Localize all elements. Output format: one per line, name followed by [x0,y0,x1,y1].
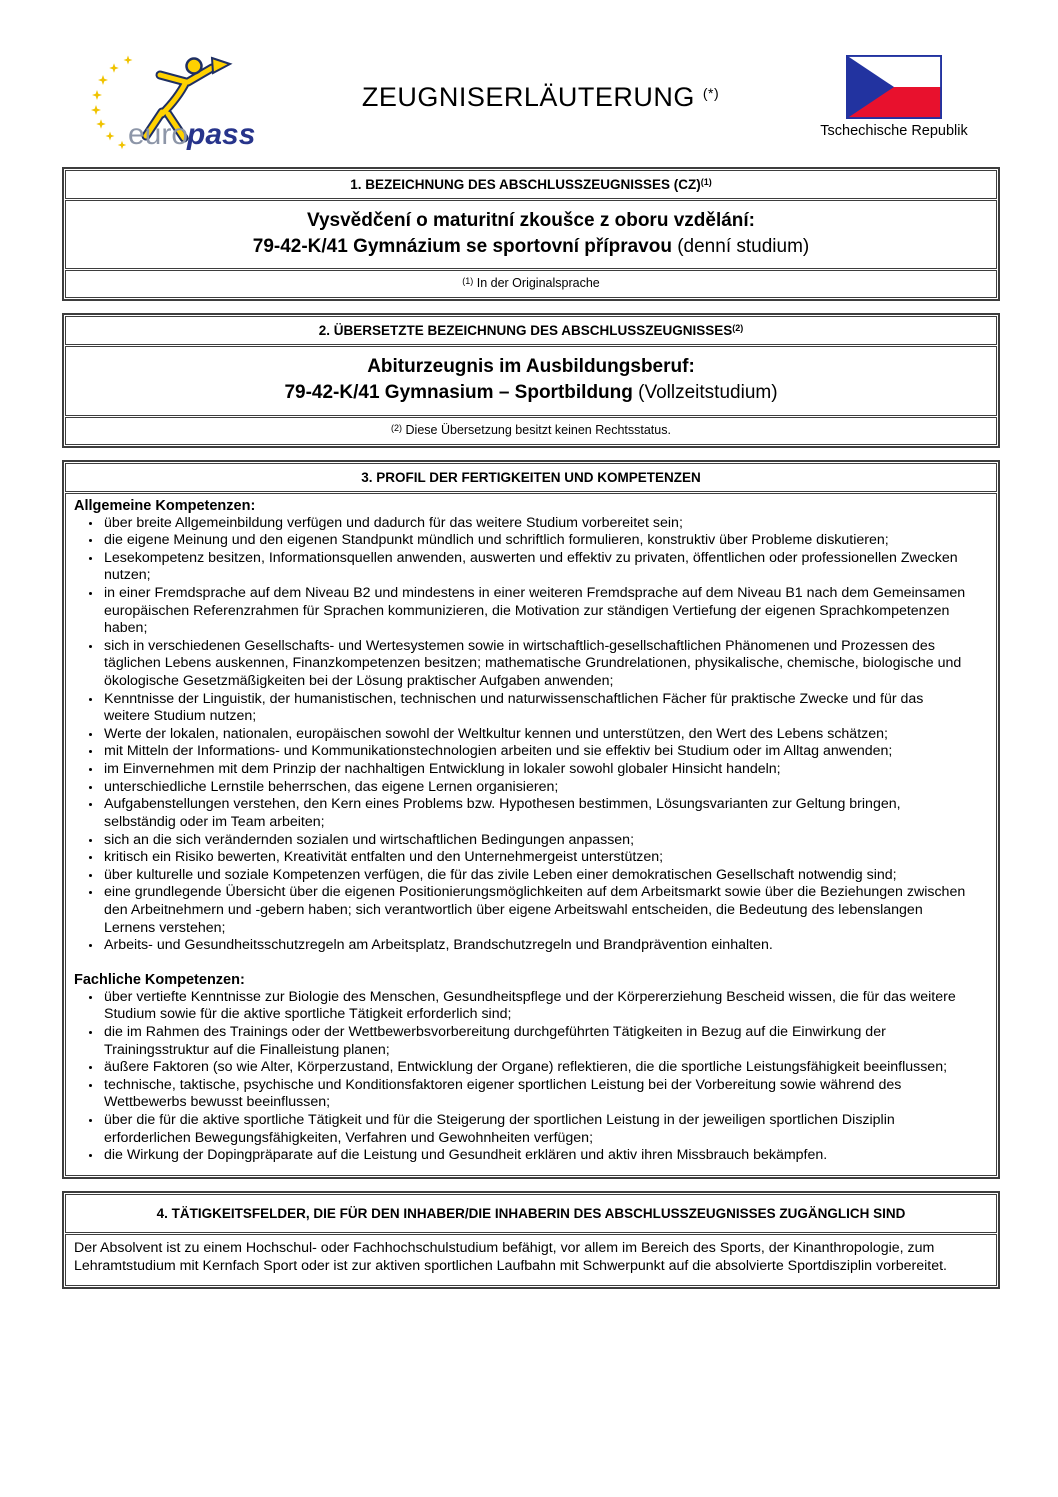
general-competencies-heading: Allgemeine Kompetenzen: [74,497,256,514]
logo-text-euro: euro [128,118,189,151]
competency-item: • äußere Faktoren (so wie Alter, Körperzustand, Entwicklung der Organe) reflektieren, die die sportliche Leistungsfähigkeit beeinflussen; [102,1059,972,1077]
section-2-header [65,316,997,345]
title-footnote-mark: (*) [702,85,720,101]
footnote-1-text: In der Originalsprache [476,276,600,291]
competency-item: • die im Rahmen des Trainings oder der Wettbewerbsvorbereitung durchgeführten Tätigkeiten in Bezug auf die Einwirkung der Trainingsstruktur auf die Finalleistung planen; [102,1024,972,1059]
europass-logo-icon [88,52,263,152]
certificate-code-translated: 79-42-K/41 Gymnasium – Sportbildung [284,381,633,403]
section-2-header-text: 2. ÜBERSETZTE BEZEICHNUNG DES ABSCHLUSSZEUGNISSES [318,323,733,339]
certificate-title-translated-line1: Abiturzeugnis im Ausbildungsberuf: [367,356,695,378]
page-banner [62,52,1000,157]
competency-item: • im Einvernehmen mit dem Prinzip der nachhaltigen Entwicklung in lokaler sowohl globaler Hinsicht handeln; [102,761,972,779]
competency-item: • eine grundlegende Übersicht über die eigenen Positionierungsmöglichkeiten auf dem Arbeitsmarkt sowie über die Beziehungen zwischen den Arbeitnehmern und -gebern haben; sich verantwortlich über eigene Arbeitswahl entscheiden, die Bedeutung des lebenslangen Lernens verstehen; [102,884,972,937]
section-3-body [65,493,997,1176]
competency-item: • Aufgabenstellungen verstehen, den Kern eines Problems bzw. Hypothesen bestimmen, Lösungsvarianten zur Geltung bringen, selbständig oder im Team arbeiten; [102,796,972,831]
study-form-original: (denní studium) [677,235,810,257]
competency-item: • Arbeits- und Gesundheitsschutzregeln am Arbeitsplatz, Brandschutzregeln und Brandprävention einhalten. [102,937,972,955]
section-3-header-text: 3. PROFIL DER FERTIGKEITEN UND KOMPETENZEN [361,469,701,485]
section-1-footnote-row [65,270,997,298]
competency-item: • sich in verschiedenen Gesellschafts- und Wertesystemen sowie in wirtschaftlich-gesellschaftlichen Phänomenen und Prozessen des täglichen Lebens auskennen, Finanzkompetenzen besitzen; mathematische Grundrelationen, physikalische, chemische, biologische und ökologische Gesetzmäßigkeiten bei der Lösung praktischer Aufgaben anwenden; [102,638,972,691]
section-4-header-text: 4. TÄTIGKEITSFELDER, DIE FÜR DEN INHABER/DIE INHABERIN DES ABSCHLUSSZEUGNISSES ZUGÄNGLICH SIND [156,1205,906,1221]
certificate-title-original-line2 [72,234,990,260]
country-block [788,55,1000,139]
certificate-title-original-line1: Vysvědčení o maturitní zkoušce z oboru vzdělání: [306,210,755,231]
competency-item: • über breite Allgemeinbildung verfügen und dadurch für das weitere Studium vorbereitet sein; [102,515,972,533]
competency-item: • Werte der lokalen, nationalen, europäischen sowohl der Weltkultur kennen und unterstützen, den Wert des Lebens schätzen; [102,726,972,744]
section-2-footnote-row [65,417,997,445]
competency-item: • kritisch ein Risiko bewerten, Kreativität entfalten und den Unternehmergeist unterstützen; [102,849,972,867]
page-title: ZEUGNISERLÄUTERUNG (*) [361,82,720,112]
country-label: Tschechische Republik [820,123,968,139]
competency-item: • sich an die sich verändernden sozialen und wirtschaftlichen Bedingungen anpassen; [102,832,972,850]
section-4-header [65,1194,997,1233]
competency-item: • mit Mitteln der Informations- und Kommunikationstechnologien arbeiten und sie effektiv bei Studium oder im Alltag anwenden; [102,743,972,761]
section-2-title-row [65,346,997,415]
competency-item: • über die für die aktive sportliche Tätigkeit und für die Steigerung der sportlichen Leistung in der jeweiligen sportlichen Disziplin erforderlichen Bewegungsfähigkeiten, Verfahren und Gewohnheiten verfügen; [102,1112,972,1147]
competency-item: • Lesekompetenz besitzen, Informationsquellen anwenden, auswerten und effektiv zu privaten, öffentlichen oder professionellen Zwecken nutzen; [102,550,972,585]
europass-logo [62,52,293,157]
certificate-title-translated-line2 [72,380,990,406]
section-3-header [65,463,997,492]
certificate-code-original: 79-42-K/41 Gymnázium se sportovní přípravou [252,235,672,257]
footnote-2-mark: (2) [391,422,403,433]
section-4 [62,1191,1000,1289]
czech-flag-icon [846,55,942,119]
specialist-competencies-heading: Fachliche Kompetenzen: [74,971,245,988]
competency-item: • die eigene Meinung und den eigenen Standpunkt mündlich und schriftlich formulieren, konstruktiv über Probleme diskutieren; [102,532,972,550]
star-arc-icon [91,56,133,150]
competency-item: • in einer Fremdsprache auf dem Niveau B2 und mindestens in einer weiteren Fremdsprache auf dem Niveau B1 nach dem Gemeinsamen europäischen Referenzrahmen für Sprachen kommunizieren, die Motivation zur ständigen Vertiefung der eigenen Sprachkompetenzen haben; [102,585,972,638]
section-1 [62,167,1000,301]
logo-text-pass: pass [187,118,256,151]
section-4-body: Der Absolvent ist zu einem Hochschul- oder Fachhochschulstudium befähigt, vor allem im Bereich des Sports, der Kinanthropologie, zum Lehramtstudium mit Kernfach Sport oder ist zur aktiven sportlichen Laufbahn mit Schwerpunkt auf die absolvierte Sportdisziplin vorbereitet. [65,1234,997,1286]
study-form-translated: (Vollzeitstudium) [638,381,778,403]
section-2-header-sup: (2) [732,323,744,334]
section-1-title-row [65,200,997,269]
competency-item: • unterschiedliche Lernstile beherrschen, das eigene Lernen organisieren; [102,779,972,797]
section-2 [62,313,1000,447]
competency-item: • technische, taktische, psychische und Konditionsfaktoren eigener sportlichen Leistung bei der Vorbereitung sowie während des Wettbewerbs bewusst beeinflussen; [102,1077,972,1112]
footnote-2-text: Diese Übersetzung besitzt keinen Rechtsstatus. [405,422,671,437]
competency-item: • über vertiefte Kenntnisse zur Biologie des Menschen, Gesundheitspflege und der Körpererziehung Bescheid wissen, die für das weitere Studium sowie für die aktive sportliche Tätigkeit erforderlich sind; [102,989,972,1024]
competency-item: • über kulturelle und soziale Kompetenzen verfügen, die für das zivile Leben einer demokratischen Gesellschaft notwendig sind; [102,867,972,885]
specialist-competencies-list [74,989,986,1165]
competency-item: • die Wirkung der Dopingpräparate auf die Leistung und Gesundheit erklären und aktiv ihren Missbrauch bekämpfen. [102,1147,972,1165]
section-1-header-text: 1. BEZEICHNUNG DES ABSCHLUSSZEUGNISSES (CZ) [350,177,701,192]
footnote-1-mark: (1) [462,276,474,287]
section-1-header-sup: (1) [700,177,712,187]
section-3 [62,460,1000,1179]
section-1-header [65,170,997,199]
page-title-wrap [293,82,788,113]
competency-item: • Kenntnisse der Linguistik, der humanistischen, technischen und naturwissenschaftlichen Fächer für praktische Zwecke und für das weitere Studium nutzen; [102,691,972,726]
general-competencies-list [74,515,986,955]
